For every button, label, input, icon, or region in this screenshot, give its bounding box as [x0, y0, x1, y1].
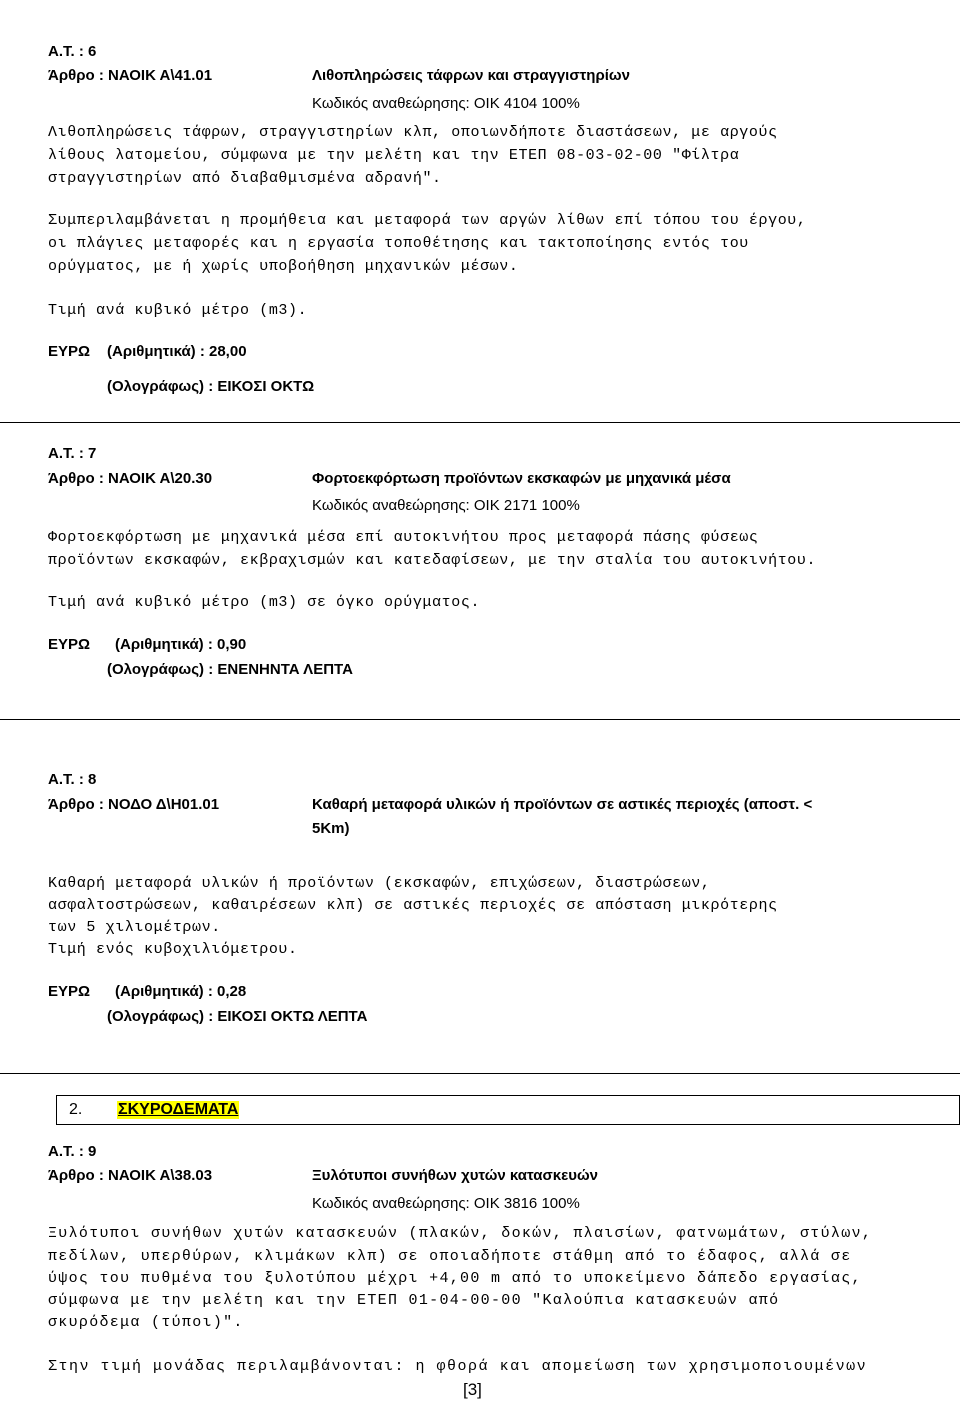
item-separator — [0, 1073, 960, 1074]
item-revision-code: Κωδικός αναθεώρησης: ΟΙΚ 3816 100% — [312, 1195, 580, 1212]
item-description-line: ασφαλτοστρώσεων, καθαιρέσεων κλπ) σε αστικές περιοχές σε απόσταση μικρότερης — [48, 897, 778, 914]
item-description-line: ύψος του πυθμένα του ξυλοτύπου μέχρι +4,00 m από το υποκείμενο δάπεδο εργασίας, — [48, 1270, 862, 1287]
item-article-code: Άρθρο : ΝΑΟΙΚ Α\38.03 — [48, 1167, 213, 1184]
price-numeric: (Αριθμητικά) : 0,90 — [115, 636, 247, 653]
item-description-line: Στην τιμή μονάδας περιλαμβάνονται: η φθορά και απομείωση των χρησιμοποιουμένων — [48, 1358, 868, 1375]
item-title: Ξυλότυποι συνήθων χυτών κατασκευών — [312, 1167, 598, 1184]
currency-label: ΕΥΡΩ — [48, 343, 91, 360]
item-title: Καθαρή μεταφορά υλικών ή προϊόντων σε αστικές περιοχές (αποστ. < — [312, 796, 813, 813]
item-description-line: στραγγιστηρίων από διαβαθμισμένα αδρανή". — [48, 170, 442, 187]
price-words: (Ολογράφως) : ΕΙΚΟΣΙ ΟΚΤΩ — [107, 378, 315, 395]
item-title: Λιθοπληρώσεις τάφρων και στραγγιστηρίων — [312, 67, 630, 84]
item-description-line: Λιθοπληρώσεις τάφρων, στραγγιστηρίων κλπ, οποιωνδήποτε διαστάσεων, με αργούς — [48, 124, 778, 141]
page-number: [3] — [463, 1380, 482, 1399]
section-title: ΣΚΥΡΟΔΕΜΑΤΑ — [118, 1101, 239, 1118]
item-description-line: ορύγματος, με ή χωρίς υποβοήθηση μηχανικών μέσων. — [48, 258, 519, 275]
item-description-line: οι πλάγιες μεταφορές και η εργασία τοποθέτησης και τακτοποίησης εντός του — [48, 235, 749, 252]
item-article-code: Άρθρο : ΝΑΟΙΚ Α\20.30 — [48, 470, 213, 487]
item-unit-line: Τιμή ενός κυβοχιλιόμετρου. — [48, 941, 298, 958]
item-description-line: των 5 χιλιομέτρων. — [48, 919, 221, 936]
item-unit-line: Τιμή ανά κυβικό μέτρο (m3). — [48, 302, 308, 319]
currency-label: ΕΥΡΩ — [48, 636, 91, 653]
item-article-code: Άρθρο : ΝΑΟΙΚ Α\41.01 — [48, 67, 213, 84]
item-description-line: προϊόντων εκσκαφών, εκβραχισμών και κατεδαφίσεων, με την σταλία του αυτοκινήτου. — [48, 552, 817, 569]
item-description-line: Καθαρή μεταφορά υλικών ή προϊόντων (εκσκαφών, επιχώσεων, διαστρώσεων, — [48, 875, 711, 892]
item-at-number: Α.Τ. : 7 — [48, 445, 97, 462]
item-revision-code: Κωδικός αναθεώρησης: ΟΙΚ 4104 100% — [312, 95, 580, 112]
item-description-line: Ξυλότυποι συνήθων χυτών κατασκευών (πλακών, δοκών, πλαισίων, φατνωμάτων, στύλων, — [48, 1225, 873, 1242]
section-heading-box — [56, 1095, 960, 1125]
item-title: Φορτοεκφόρτωση προϊόντων εκσκαφών με μηχανικά μέσα — [312, 470, 731, 487]
price-words: (Ολογράφως) : ΕΙΚΟΣΙ ΟΚΤΩ ΛΕΠΤΑ — [107, 1008, 368, 1025]
price-numeric: (Αριθμητικά) : 28,00 — [107, 343, 247, 360]
item-at-number: Α.Τ. : 9 — [48, 1143, 97, 1160]
item-separator — [0, 719, 960, 720]
item-description-line: Φορτοεκφόρτωση με μηχανικά μέσα επί αυτοκινήτου προς μεταφορά πάσης φύσεως — [48, 529, 759, 546]
item-description-line: Συμπεριλαμβάνεται η προμήθεια και μεταφορά των αργών λίθων επί τόπου του έργου, — [48, 212, 807, 229]
item-at-number: Α.Τ. : 8 — [48, 771, 97, 788]
item-description-line: σύμφωνα με την μελέτη και την ΕΤΕΠ 01-04-00-00 "Καλούπια κατασκευών από — [48, 1292, 780, 1309]
item-at-number: Α.Τ. : 6 — [48, 43, 97, 60]
item-unit-line: Τιμή ανά κυβικό μέτρο (m3) σε όγκο ορύγματος. — [48, 594, 481, 611]
item-description-line: λίθους λατομείου, σύμφωνα με την μελέτη και την ΕΤΕΠ 08-03-02-00 "Φίλτρα — [48, 147, 740, 164]
item-description-line: πεδίλων, υπερθύρων, κλιμάκων κλπ) σε οποιαδήποτε στάθμη από το έδαφος, αλλά σε — [48, 1248, 852, 1265]
item-revision-code: Κωδικός αναθεώρησης: ΟΙΚ 2171 100% — [312, 497, 580, 514]
item-article-code: Άρθρο : ΝΟΔΟ Δ\Η01.01 — [48, 796, 220, 813]
currency-label: ΕΥΡΩ — [48, 983, 91, 1000]
section-number: 2. — [69, 1101, 83, 1118]
price-numeric: (Αριθμητικά) : 0,28 — [115, 983, 247, 1000]
item-separator — [0, 422, 960, 423]
item-description-line: σκυρόδεμα (τύποι)". — [48, 1314, 244, 1331]
item-title: 5Km) — [312, 820, 350, 837]
price-words: (Ολογράφως) : ΕΝΕΝΗΝΤΑ ΛΕΠΤΑ — [107, 661, 353, 678]
